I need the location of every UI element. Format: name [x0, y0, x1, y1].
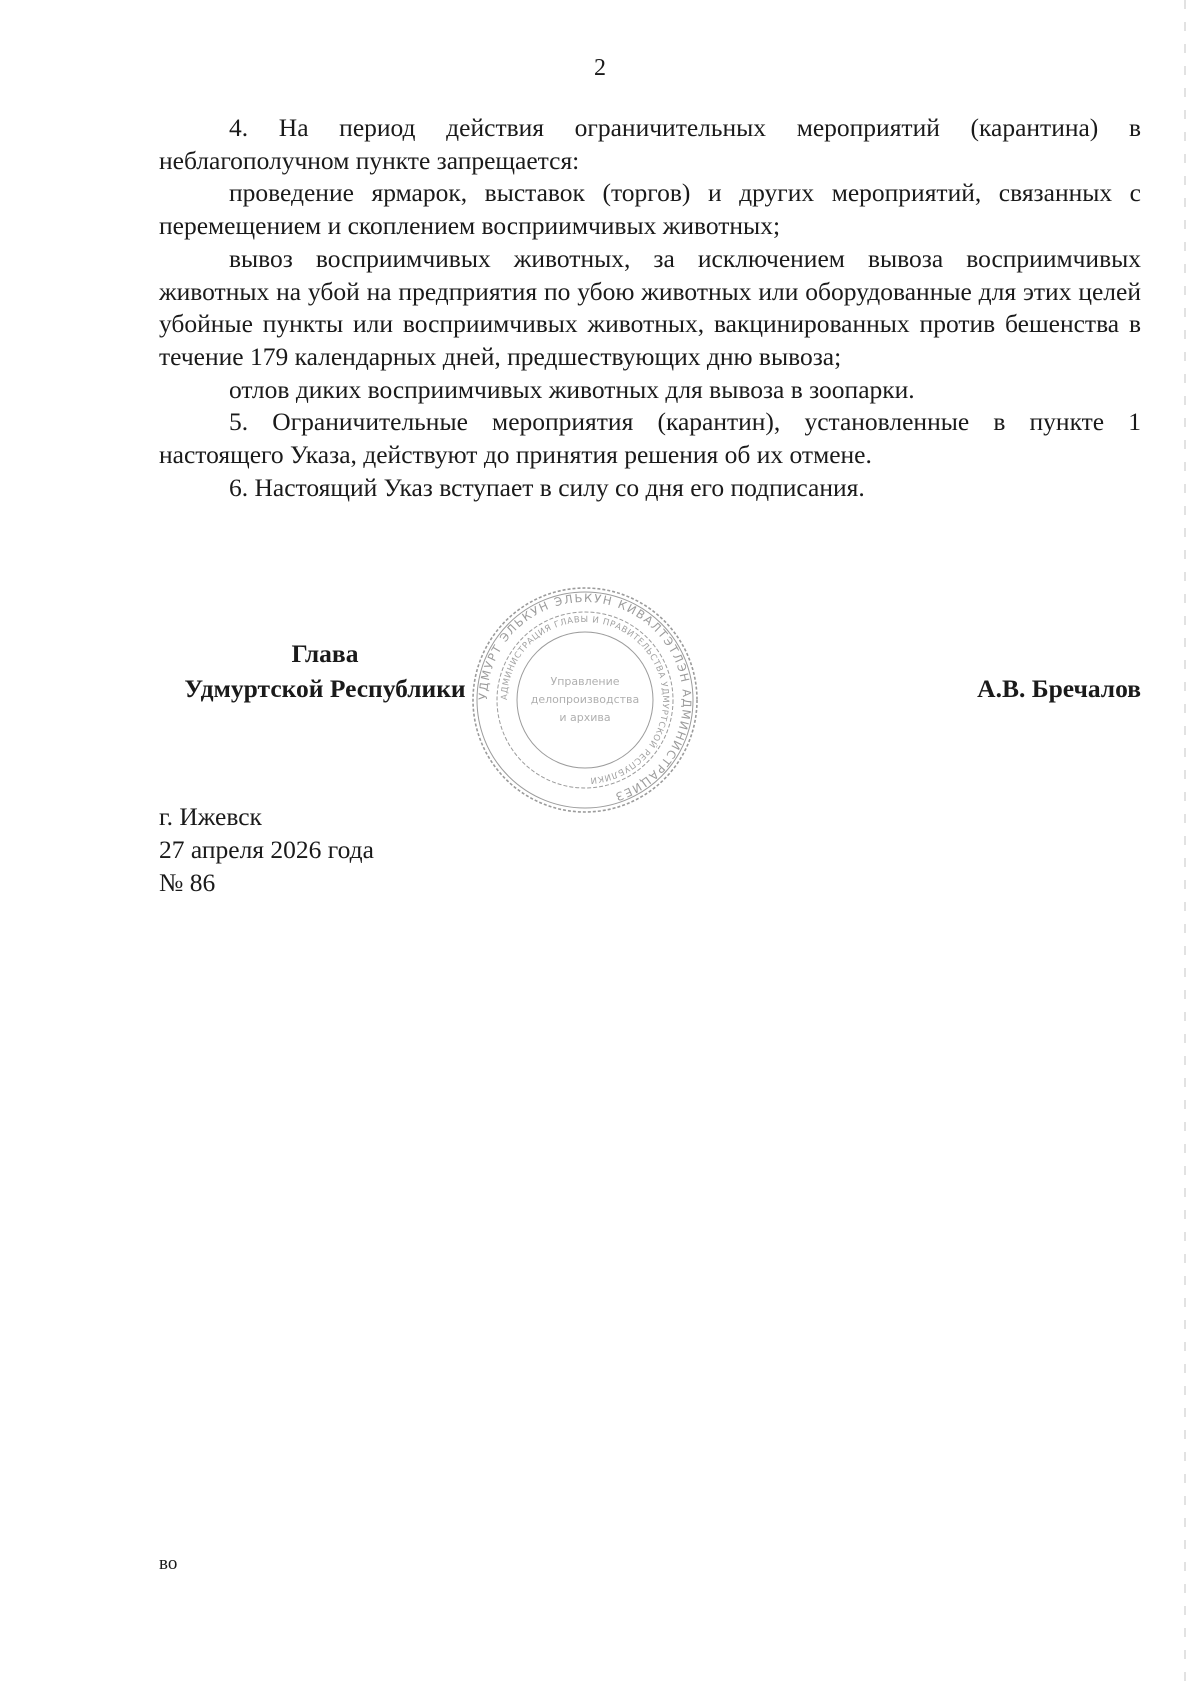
paragraph-4-item-capture: отлов диких восприимчивых животных для вывоза в зоопарки. [229, 374, 915, 404]
paragraph-6: 6. Настоящий Указ вступает в силу со дня его подписания. [229, 472, 865, 502]
stamp-center-line1: Управление [550, 675, 620, 688]
stamp-outer-text: УДМУРТ ЭЛЬКУН ЭЛЬКУН КИВАЛТЭТЛЭН АДМИНИСТРАЦИЕЗ [475, 590, 695, 805]
signatory-title-line1: Глава [291, 639, 359, 668]
decree-date: 27 апреля 2026 года [159, 835, 374, 864]
paragraph-4: 4. На период действия ограничительных мероприятий (карантина) в неблагополучном пункте запрещается: [159, 113, 1141, 175]
stamp-center-line2: делопроизводства [530, 693, 640, 706]
scan-edge-artifact [1184, 0, 1186, 1686]
decree-body [159, 112, 1141, 504]
signatory-title-line2: Удмуртской Республики [184, 674, 466, 703]
place-date-number [159, 800, 374, 899]
executor-initials: во [159, 1553, 178, 1574]
stamp-inner-text: АДМИНИСТРАЦИЯ ГЛАВЫ И ПРАВИТЕЛЬСТВА УДМУРТСКОЙ РЕСПУБЛИКИ [499, 614, 671, 785]
paragraph-4-item-export: вывоз восприимчивых животных, за исключением вывоза восприимчивых животных на убой на предприятия по убою животных или оборудованные для этих целей убойные пункты или восприимчивых животных, вакцинированных против бешенства в течение 179 календарных дней, предшествующих дню вывоза; [159, 243, 1141, 371]
stamp-center-line3: и архива [559, 711, 611, 724]
paragraph-4-item-fairs: проведение ярмарок, выставок (торгов) и других мероприятий, связанных с перемещением и скоплением восприимчивых животных; [159, 178, 1141, 241]
city: г. Ижевск [159, 802, 262, 831]
signatory-title [164, 636, 486, 706]
page-number: 2 [594, 55, 606, 81]
decree-number: № 86 [159, 868, 216, 897]
official-seal-stamp [470, 585, 700, 815]
signatory-name: А.В. Бречалов [977, 674, 1141, 703]
paragraph-5: 5. Ограничительные мероприятия (карантин), установленные в пункте 1 настоящего Указа, действуют до принятия решения об их отмене. [159, 407, 1141, 470]
